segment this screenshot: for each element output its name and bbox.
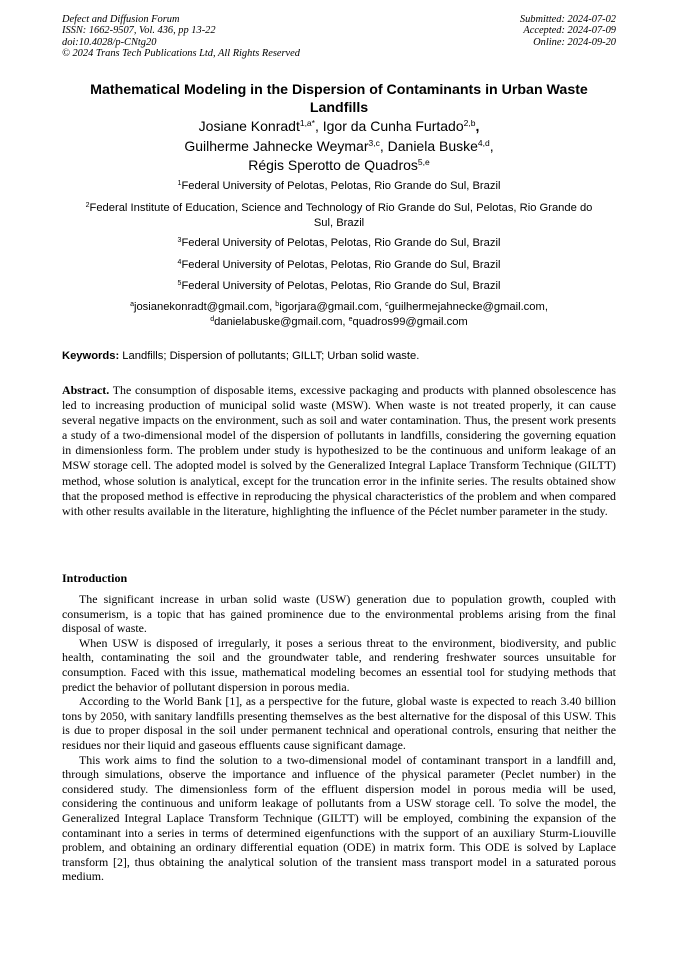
doi: doi:10.4028/p-CNtg20 (62, 36, 157, 48)
journal-info (62, 14, 300, 60)
email-link[interactable]: quadros99@gmail.com (352, 316, 468, 328)
abstract-text: The consumption of disposable items, excessive packaging and products with planned obsolescence has led to increasing production of municipal solid waste (MSW). When waste is not treated properly, it can cause several negative impacts on the environment, such as soil and water contamination. Thus, the present work presents a study of a two-dimensional model of the dispersion of pollutants in landfills, considering the governing equation in dimensionless form. The problem under study is hypothesized to be the continuous and uniform leakage of an MSW storage cell. The adopted model is solved by the Generalized Integral Laplace Transform Technique (GILTT) method, whose solution is analytical, except for the truncation error in the infinite series. The results obtained show that the proposed method is effective in reproducing the physical characteristics of the problem and when compared with other results available in the literature, highlighting the influence of the Péclet number parameter in the study. (62, 383, 616, 518)
accepted-date: Accepted: 2024-07-09 (523, 25, 616, 37)
abstract-label: Abstract. (62, 383, 110, 397)
publication-dates (520, 14, 616, 48)
keywords (62, 349, 616, 364)
email-link[interactable]: josianekonradt@gmail.com, (133, 301, 276, 313)
issn: ISSN: 1662-9507, Vol. 436, pp 13-22 (62, 25, 216, 37)
author-affiliation-mark: 1,a* (299, 118, 315, 128)
author-emails: $^a$josianekonradt@gmail.com, $^b$igorjara@gmail.com, $^c$guilhermejahnecke@gmail.com, $^d$danielabuske@gmail.com, $^e$quadros99@gmail.com (130, 301, 548, 328)
author-affiliation-mark: 5,e (417, 157, 430, 168)
affiliation-5: $^5$Federal University of Pelotas, Pelotas, Rio Grande do Sul, Brazil (177, 280, 501, 292)
author-separator: , (379, 137, 388, 154)
affiliation-4: $^4$Federal University of Pelotas, Pelotas, Rio Grande do Sul, Brazil (177, 259, 501, 271)
introduction-body (62, 592, 616, 884)
author-name: Josiane Konradt (198, 118, 300, 134)
email-link[interactable]: guilhermejahnecke@gmail.com, (388, 301, 548, 313)
author-name: Igor da Cunha Furtado (322, 118, 464, 134)
author-list: Josiane Konradt$^{1,a*}$, Igor da Cunha Furtado$^{2,b}$, Guilherme Jahnecke Weymar$^{3,c}$, Daniela Buske$^{4,d}$, Régis Sperotto de Quadros$^{5,e}$ (184, 118, 494, 174)
affiliation-2: $^2$Federal Institute of Education, Science and Technology of Rio Grande do Sul, Pelotas, Rio Grande do Sul, Brazil (85, 202, 593, 229)
abstract (62, 383, 616, 519)
paragraph: When USW is disposed of irregularly, it poses a serious threat to the environment, biodiversity, and public health, contaminating the soil and the groundwater table, and rendering freshwater sources unsuitable for consumption. Faced with this issue, mathematical modeling becomes an essential tool for studying methods that predict the behavior of pollutant dispersion in porous media. (62, 635, 616, 694)
affiliation-3: $^3$Federal University of Pelotas, Pelotas, Rio Grande do Sul, Brazil (177, 237, 501, 249)
author-affiliation-mark: 3,c (368, 137, 380, 148)
author-affiliation-mark: 4,d (477, 137, 490, 148)
author-name: Daniela Buske (387, 137, 478, 154)
author-name: Guilherme Jahnecke Weymar (184, 137, 369, 154)
affiliation-1: $^1$Federal University of Pelotas, Pelotas, Rio Grande do Sul, Brazil (177, 180, 501, 192)
copyright: © 2024 Trans Tech Publications Ltd, All Rights Reserved (62, 48, 300, 60)
online-date: Online: 2024-09-20 (533, 36, 616, 48)
author-separator: , (314, 118, 323, 134)
keywords-text: Landfills; Dispersion of pollutants; GILLT; Urban solid waste. (119, 350, 420, 362)
paragraph: According to the World Bank [1], as a perspective for the future, global waste is expected to reach 3.40 billion tons by 2050, with sanitary landfills presenting themselves as the best alternative for the disposal of this USW. This is due to proper disposal in the soil under permanent technical and operational controls, ensuring that neither the residues nor their liquid and gaseous effluents cause significant damage. (62, 694, 616, 752)
journal-name: Defect and Diffusion Forum (62, 14, 180, 25)
paragraph: This work aims to find the solution to a two-dimensional model of contaminant transport in a landfill and, through simulations, observe the importance and influence of the physical parameter (Peclet number) in the considered study. The dimensionless form of the effluent dispersion model in porous media will be used, considering the continuous and uniform leakage of pollutants from a USW storage cell. To solve the model, the Generalized Integral Laplace Transform Technique (GILTT) will be employed, combining the expansion of the contaminant into a series in terms of determined eigenfunctions with the support of an auxiliary Sturm-Liouville problem, and obtaining an ordinary differential equation (ODE) in matrix form. This ODE is solved by Laplace transform [2], thus obtaining the analytical solution of the transient mass transport model in a saturated porous medium. (62, 752, 616, 884)
author-affiliation-mark: 2,b (463, 118, 476, 128)
keywords-label: Keywords: (62, 350, 120, 362)
email-link[interactable]: igorjara@gmail.com, (279, 301, 386, 313)
paragraph: The significant increase in urban solid waste (USW) generation due to population growth, coupled with consumerism, is a topic that has gained prominence due to the environmental problems arising from the final disposal of waste. (62, 592, 616, 636)
publication-header (62, 14, 616, 64)
section-heading-introduction: Introduction (62, 571, 128, 585)
submitted-date: Submitted: 2024-07-02 (519, 14, 616, 25)
author-name: Régis Sperotto de Quadros (248, 157, 418, 174)
email-link[interactable]: danielabuske@gmail.com, (214, 316, 349, 328)
paper-title: Mathematical Modeling in the Dispersion of Contaminants in Urban Waste Landfills (90, 82, 588, 116)
